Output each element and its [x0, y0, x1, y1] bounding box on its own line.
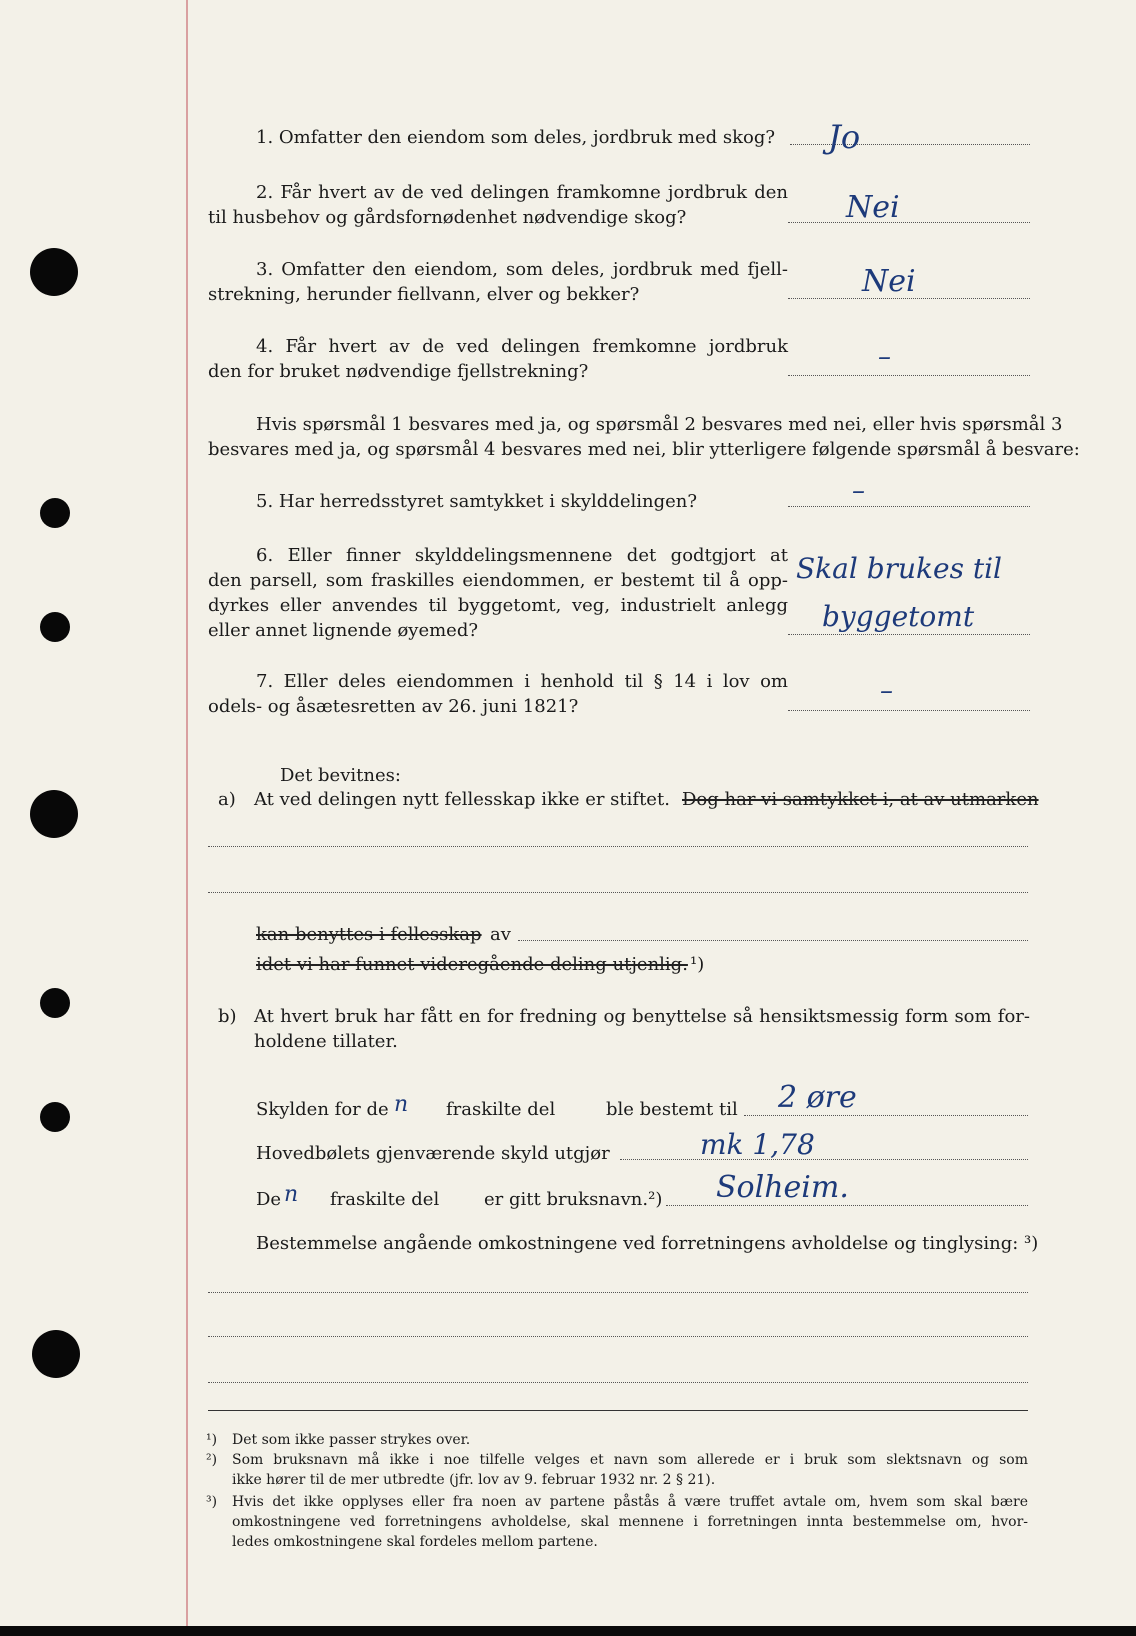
answer-q2: Nei: [846, 190, 900, 225]
question-6-line-1: 6. Eller finner skylddelingsmennene det godtgjort at: [256, 545, 788, 566]
skyld-line-3-a: De: [256, 1189, 282, 1210]
certify-heading: Det bevitnes:: [280, 765, 401, 786]
answer-line: [788, 506, 1030, 507]
question-1: 1. Omfatter den eiendom som deles, jordbruk med skog?: [256, 127, 775, 148]
question-2-line-1: 2. Får hvert av de ved delingen framkomne jordbruk den: [256, 182, 788, 203]
answer-q3: Nei: [862, 264, 916, 299]
skyld-answer-2: mk 1,78: [700, 1128, 815, 1161]
punch-hole: [30, 790, 78, 838]
skyld-answer-1: 2 øre: [778, 1080, 857, 1115]
skyld-line-3-b: fraskilte del: [330, 1189, 440, 1210]
question-4-line-1: 4. Får hvert av de ved delingen fremkomne jordbruk: [256, 336, 788, 357]
punch-hole: [40, 498, 70, 528]
conditional-line-1: Hvis spørsmål 1 besvares med ja, og spørsmål 2 besvares med nei, eller hvis spørsmål 3: [256, 414, 1063, 435]
blank-line: [208, 846, 1028, 847]
question-6-line-2: den parsell, som fraskilles eiendommen, er bestemt til å opp-: [208, 570, 788, 591]
blank-line: [208, 892, 1028, 893]
footnote-3-mark: ³): [206, 1494, 218, 1510]
answer-line: [620, 1159, 1028, 1160]
answer-q1: Jo: [828, 118, 861, 156]
conditional-line-2: besvares med ja, og spørsmål 4 besvares med nei, blir ytterligere følgende spørsmål å besvare:: [208, 439, 1080, 460]
certify-a-av: av: [490, 924, 511, 945]
question-3-line-2: strekning, herunder fiellvann, elver og bekker?: [208, 284, 640, 305]
answer-line: [788, 634, 1030, 635]
question-3-line-1: 3. Omfatter den eiendom, som deles, jordbruk med fjell-: [256, 259, 788, 280]
answer-q6-line-2: byggetomt: [822, 600, 975, 633]
footnote-2-line-2: ikke hører til de mer utbredte (jfr. lov av 9. februar 1932 nr. 2 § 21).: [232, 1472, 716, 1488]
margin-line: [186, 0, 188, 1626]
skyld-line-3-handwritten: n: [284, 1182, 299, 1207]
answer-line: [790, 144, 1030, 145]
certify-a-note: ¹): [690, 954, 705, 975]
certify-b-line-1: At hvert bruk har fått en for fredning og benyttelse så hensiktsmessig form som for-: [254, 1006, 1030, 1027]
blank-line: [208, 1382, 1028, 1383]
skyld-line-2: Hovedbølets gjenværende skyld utgjør: [256, 1143, 610, 1164]
footnote-2-line-1: Som bruksnavn må ikke i noe tilfelle velges et navn som allerede er i bruk som slektsnavn og som: [232, 1452, 1028, 1468]
skyld-line-1-c: ble bestemt til: [606, 1099, 738, 1120]
footnote-3-line-2: omkostningene ved forretningens avholdelse, skal mennene i forretningen innta bestemmelse om, hvor-: [232, 1514, 1028, 1530]
question-7-line-2: odels- og åsætesretten av 26. juni 1821?: [208, 696, 579, 717]
question-7-line-1: 7. Eller deles eiendommen i henhold til § 14 i lov om: [256, 671, 788, 692]
punch-hole: [40, 988, 70, 1018]
certify-b-line-2: holdene tillater.: [254, 1031, 398, 1052]
answer-line: [788, 710, 1030, 711]
certify-a-struck-2: kan benyttes i fellesskap: [256, 924, 482, 945]
certify-a-text: At ved delingen nytt fellesskap ikke er stiftet.: [254, 789, 670, 810]
question-2-line-2: til husbehov og gårdsfornødenhet nødvendige skog?: [208, 207, 687, 228]
punch-hole: [32, 1330, 80, 1378]
skyld-answer-3: Solheim.: [716, 1170, 849, 1205]
footnote-rule: [208, 1410, 1028, 1411]
question-5: 5. Har herredsstyret samtykket i skylddelingen?: [256, 491, 697, 512]
answer-q4: –: [878, 342, 891, 372]
skyld-line-1-handwritten: n: [394, 1092, 409, 1117]
punch-hole: [40, 1102, 70, 1132]
footnote-1-mark: ¹): [206, 1432, 218, 1448]
skyld-line-1-a: Skylden for de: [256, 1099, 389, 1120]
footnote-3-line-3: ledes omkostningene skal fordeles mellom partene.: [232, 1534, 598, 1550]
certify-a-struck: Dog har vi samtykket i, at av utmarken: [682, 789, 1039, 810]
footnote-1: Det som ikke passer strykes over.: [232, 1432, 471, 1448]
skyld-line-1-b: fraskilte del: [446, 1099, 556, 1120]
answer-line: [788, 222, 1030, 223]
answer-q7: –: [880, 676, 893, 706]
certify-b-label: b): [218, 1006, 237, 1027]
skyld-line-4: Bestemmelse angående omkostningene ved forretningens avholdelse og tinglysing: ³): [256, 1233, 1039, 1254]
answer-q6-line-1: Skal brukes til: [796, 552, 1003, 585]
answer-line: [788, 375, 1030, 376]
answer-q5: –: [852, 476, 865, 506]
blank-line: [208, 1336, 1028, 1337]
question-6-line-3: dyrkes eller anvendes til byggetomt, veg, industrielt anlegg: [208, 595, 788, 616]
answer-line: [666, 1205, 1028, 1206]
certify-a-struck-3: idet vi har funnet videregående deling utjenlig.: [256, 954, 688, 975]
question-6-line-4: eller annet lignende øyemed?: [208, 620, 478, 641]
certify-a-label: a): [218, 789, 236, 810]
footnote-2-mark: ²): [206, 1452, 218, 1468]
answer-line: [744, 1115, 1028, 1116]
blank-line: [208, 1292, 1028, 1293]
punch-hole: [40, 612, 70, 642]
blank-line: [518, 940, 1028, 941]
question-4-line-2: den for bruket nødvendige fjellstrekning?: [208, 361, 589, 382]
footnote-3-line-1: Hvis det ikke opplyses eller fra noen av partene påstås å være truffet avtale om, hvem som skal bære: [232, 1494, 1028, 1510]
skyld-line-3-c: er gitt bruksnavn.²): [484, 1189, 663, 1210]
punch-hole: [30, 248, 78, 296]
